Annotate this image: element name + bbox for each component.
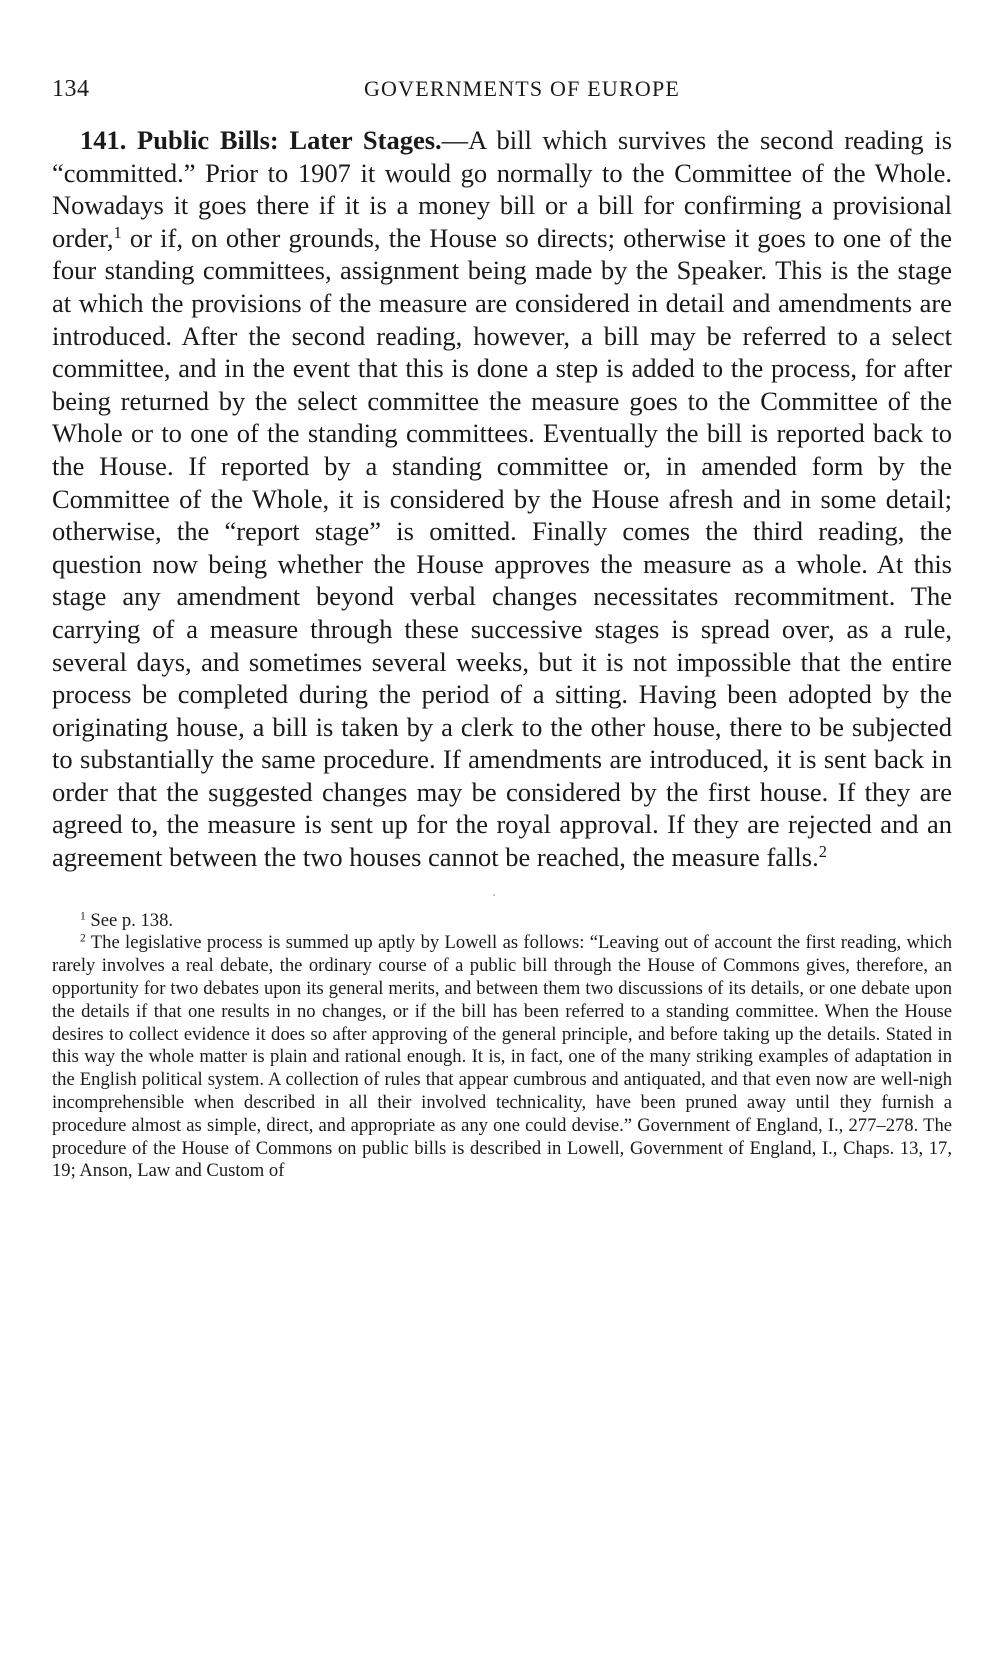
running-title: GOVERNMENTS OF EUROPE — [363, 76, 681, 101]
document-page — [52, 70, 952, 1183]
footnotes-section — [52, 896, 952, 1184]
footnote-1-text: See p. 138. — [85, 909, 174, 931]
footnote-2 — [52, 932, 952, 1183]
footnote-2-text: The legislative process is summed up aptly by Lowell as follows: “Leaving out of account the first reading, which rarely involves a real debate, the ordinary course of a public bill through the House of Commons gives, therefore, an opportunity for two debates upon its general merits, and between them two discussions of its details, or one debate upon the details if that one results in no changes, or if the bill has been referred to a standing committee. When the House desires to collect evidence it does so after approving of the general principle, and before taking up the details. Stated in this way the whole matter is plain and rational enough. It is, in fact, one of the many striking examples of adaptation in the English political system. A collection of rules that appear cumbrous and antiquated, and that even now are well-nigh incomprehensible when described in all their involved technicality, have been pruned away until they furnish a procedure almost as simple, direct, and appropriate as any one could devise.” Government of England, I., 277–278. The procedure of the House of Commons on public bills is described in Lowell, Government of England, I., Chaps. 13, 17, 19; Anson, Law and Custom of — [52, 932, 952, 1182]
footnote-1 — [52, 910, 952, 933]
footnote-reference-2[interactable]: 2 — [818, 842, 827, 862]
running-header — [52, 70, 952, 110]
paragraph-text-part-2: or if, on other grounds, the House so directs; otherwise it goes to one of the four standing committees, assignment being made by the Speaker. This is the stage at which the provisions of the measure are considered in detail and amendments are introduced. After the second reading, however, a bill may be referred to a select committee, and in the event that this is done a step is added to the process, for after being returned by the select committee the measure goes to the Committee of the Whole or to one of the standing committees. Eventually the bill is reported back to the House. If reported by a standing committee or, in amended form by the Committee of the Whole, it is considered by the House afresh and in some detail; otherwise, the “report stage” is omitted. Finally comes the third reading, the question now being whether the House approves the measure as a whole. At this stage any amendment beyond verbal changes necessitates recommitment. The carrying of a measure through these successive stages is spread over, as a rule, several days, and sometimes several weeks, but it is not impossible that the entire process be completed during the period of a sitting. Having been adopted by the originating house, a bill is taken by a clerk to the other house, there to be subjected to substantially the same procedure. If amendments are introduced, it is sent back in order that the suggested changes may be considered by the first house. If they are agreed to, the measure is sent up for the royal approval. If they are rejected and an agreement between the two houses cannot be reached, the measure falls. — [52, 222, 952, 873]
paragraph-text-part-1: —A bill which survives the second reading is “committed.” Prior to 1907 it would go normally to the Committee of the Whole. Nowadays it goes there if it is a money bill or a bill for confirming a provisional order, — [52, 125, 953, 253]
section-paragraph — [52, 124, 952, 874]
footnote-reference-1[interactable]: 1 — [113, 222, 122, 242]
section-heading: 141. Public Bills: Later Stages. — [80, 125, 442, 155]
page-number: 134 — [52, 76, 90, 102]
footnote-divider — [493, 894, 495, 896]
footnote-marker-1: 1 — [80, 910, 86, 923]
footnote-marker-2: 2 — [80, 933, 86, 946]
